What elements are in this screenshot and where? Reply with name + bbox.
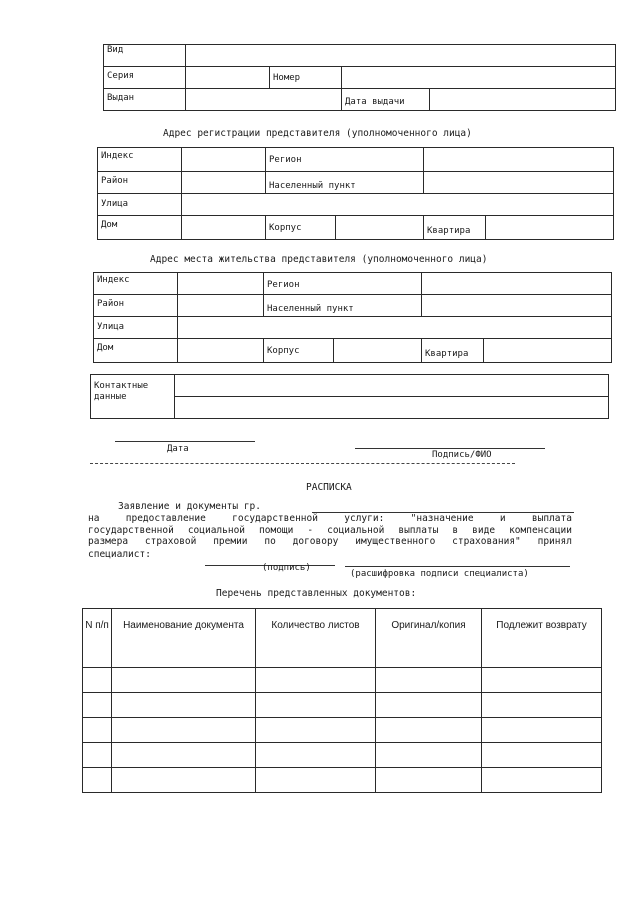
reg-dom-label: Дом xyxy=(98,216,182,240)
date-line[interactable] xyxy=(115,441,255,442)
passport-seriya-label: Серия xyxy=(104,67,186,89)
live-korpus-field[interactable] xyxy=(334,339,422,363)
documents-row xyxy=(83,743,602,768)
live-nas-punkt-field[interactable] xyxy=(422,295,612,317)
live-address-table xyxy=(93,272,612,363)
documents-cell[interactable] xyxy=(256,718,376,743)
reg-korpus-label: Корпус xyxy=(266,216,336,240)
documents-cell[interactable] xyxy=(256,693,376,718)
receipt-word: государственной xyxy=(88,524,174,536)
passport-vydan-label: Выдан xyxy=(104,89,186,111)
documents-cell[interactable] xyxy=(482,743,602,768)
live-region-field[interactable] xyxy=(422,273,612,295)
documents-cell[interactable] xyxy=(376,743,482,768)
col-header-return: Подлежит возврату xyxy=(482,609,602,668)
receipt-word: социальной xyxy=(327,524,385,536)
passport-vid-field[interactable] xyxy=(186,45,616,67)
passport-vydan-field[interactable] xyxy=(186,89,342,111)
reg-rayon-field[interactable] xyxy=(182,172,266,194)
passport-seriya-field[interactable] xyxy=(186,67,270,89)
podpis-label: (подпись) xyxy=(262,563,311,573)
col-header-original: Оригинал/копия xyxy=(376,609,482,668)
receipt-body xyxy=(88,513,572,548)
reg-rayon-label: Район xyxy=(98,172,182,194)
receipt-word: виде xyxy=(472,524,496,536)
receipt-word: премии xyxy=(213,536,248,547)
reg-kvartira-label: Квартира xyxy=(424,216,486,240)
live-kvartira-field[interactable] xyxy=(484,339,612,363)
receipt-line4 xyxy=(88,536,572,548)
receipt-line2 xyxy=(88,513,572,525)
contacts-label xyxy=(91,375,175,419)
reg-address-table xyxy=(97,147,614,240)
reg-korpus-field[interactable] xyxy=(336,216,424,240)
col-header-name: Наименование документа xyxy=(112,609,256,668)
live-rayon-field[interactable] xyxy=(178,295,264,317)
documents-cell[interactable] xyxy=(112,693,256,718)
receipt-line5 xyxy=(88,549,151,561)
reg-region-field[interactable] xyxy=(424,148,614,172)
live-ulica-label: Улица xyxy=(94,317,178,339)
documents-cell[interactable] xyxy=(112,743,256,768)
receipt-word: государственной xyxy=(232,513,318,524)
reg-ulica-label: Улица xyxy=(98,194,182,216)
documents-cell[interactable] xyxy=(256,743,376,768)
reg-nas-punkt-label: Населенный пункт xyxy=(266,172,424,194)
reg-ulica-field[interactable] xyxy=(182,194,614,216)
passport-data-vydachi-field[interactable] xyxy=(430,89,616,111)
reg-region-label: Регион xyxy=(266,148,424,172)
documents-cell[interactable] xyxy=(482,693,602,718)
passport-nomer-field[interactable] xyxy=(342,67,616,89)
receipt-word: компенсации xyxy=(509,524,572,536)
col-header-sheets: Количество листов xyxy=(256,609,376,668)
rasshifrovka-label: (расшифровка подписи специалиста) xyxy=(350,569,529,579)
documents-cell[interactable] xyxy=(112,718,256,743)
live-dom-label: Дом xyxy=(94,339,178,363)
receipt-line3 xyxy=(88,525,572,537)
documents-title: Перечень представленных документов: xyxy=(216,588,417,599)
live-index-label: Индекс xyxy=(94,273,178,295)
live-address-title: Адрес места жительства представителя (уполномоченного лица) xyxy=(150,254,488,265)
documents-cell[interactable] xyxy=(83,668,112,693)
contacts-field-2[interactable] xyxy=(175,397,609,419)
receipt-word: по xyxy=(264,536,276,547)
live-nas-punkt-label: Населенный пункт xyxy=(264,295,422,317)
documents-header-row xyxy=(83,609,602,668)
contacts-field-1[interactable] xyxy=(175,375,609,397)
signature-line[interactable] xyxy=(355,448,545,449)
reg-nas-punkt-field[interactable] xyxy=(424,172,614,194)
receipt-word: принял xyxy=(537,536,572,547)
live-index-field[interactable] xyxy=(178,273,264,295)
reg-index-label: Индекс xyxy=(98,148,182,172)
documents-row xyxy=(83,668,602,693)
receipt-word: имущественного xyxy=(355,536,436,547)
passport-nomer-label: Номер xyxy=(270,67,342,89)
receipt-word: договору xyxy=(292,536,339,547)
reg-kvartira-field[interactable] xyxy=(486,216,614,240)
live-dom-field[interactable] xyxy=(178,339,264,363)
documents-cell[interactable] xyxy=(256,668,376,693)
contacts-label-line1: Контактные xyxy=(94,381,149,391)
documents-cell[interactable] xyxy=(83,693,112,718)
documents-cell[interactable] xyxy=(83,768,112,793)
receipt-word: страхования" xyxy=(452,536,521,547)
live-rayon-label: Район xyxy=(94,295,178,317)
passport-table xyxy=(103,44,616,111)
receipt-specialist-label: специалист: xyxy=(88,549,151,560)
receipt-title: РАСПИСКА xyxy=(306,482,352,493)
documents-cell[interactable] xyxy=(83,743,112,768)
documents-row xyxy=(83,718,602,743)
documents-cell[interactable] xyxy=(256,768,376,793)
documents-table xyxy=(82,608,602,793)
live-region-label: Регион xyxy=(264,273,422,295)
receipt-word: "назначение xyxy=(410,513,474,524)
receipt-word: предоставление xyxy=(125,513,206,524)
col-header-num: N п/п xyxy=(83,609,112,668)
receipt-word: в xyxy=(452,524,459,536)
receipt-word: помощи xyxy=(259,524,294,536)
live-korpus-label: Корпус xyxy=(264,339,334,363)
reg-index-field[interactable] xyxy=(182,148,266,172)
documents-row xyxy=(83,768,602,793)
documents-cell[interactable] xyxy=(112,768,256,793)
documents-cell[interactable] xyxy=(83,718,112,743)
receipt-word: услуги: xyxy=(344,513,385,524)
documents-cell[interactable] xyxy=(112,668,256,693)
receipt-word: выплаты xyxy=(398,524,439,536)
receipt-word: выплата xyxy=(531,513,572,524)
receipt-word: страховой xyxy=(144,536,197,547)
documents-cell[interactable] xyxy=(376,768,482,793)
contacts-table xyxy=(90,374,609,419)
receipt-line1 xyxy=(118,501,576,513)
signature-label: Подпись/ФИО xyxy=(432,450,492,460)
documents-cell[interactable] xyxy=(482,718,602,743)
receipt-line1-text: Заявление и документы гр. xyxy=(118,501,261,512)
receipt-word: на xyxy=(88,513,100,524)
passport-vid-label: Вид xyxy=(104,45,186,67)
specialist-name-line[interactable] xyxy=(345,566,570,567)
documents-cell[interactable] xyxy=(376,718,482,743)
cut-line xyxy=(90,463,515,464)
documents-row xyxy=(83,693,602,718)
passport-data-vydachi-label: Дата выдачи xyxy=(342,89,430,111)
receipt-word: размера xyxy=(88,536,129,547)
documents-cell[interactable] xyxy=(482,668,602,693)
live-kvartira-label: Квартира xyxy=(422,339,484,363)
live-ulica-field[interactable] xyxy=(178,317,612,339)
receipt-word: и xyxy=(499,513,506,524)
receipt-word: - xyxy=(307,524,314,536)
contacts-label-line2: данные xyxy=(94,392,127,402)
documents-cell[interactable] xyxy=(376,668,482,693)
reg-dom-field[interactable] xyxy=(182,216,266,240)
documents-cell[interactable] xyxy=(482,768,602,793)
documents-cell[interactable] xyxy=(376,693,482,718)
receipt-word: социальной xyxy=(187,524,246,536)
date-label: Дата xyxy=(167,444,189,454)
reg-address-title: Адрес регистрации представителя (уполномоченного лица) xyxy=(163,128,472,139)
